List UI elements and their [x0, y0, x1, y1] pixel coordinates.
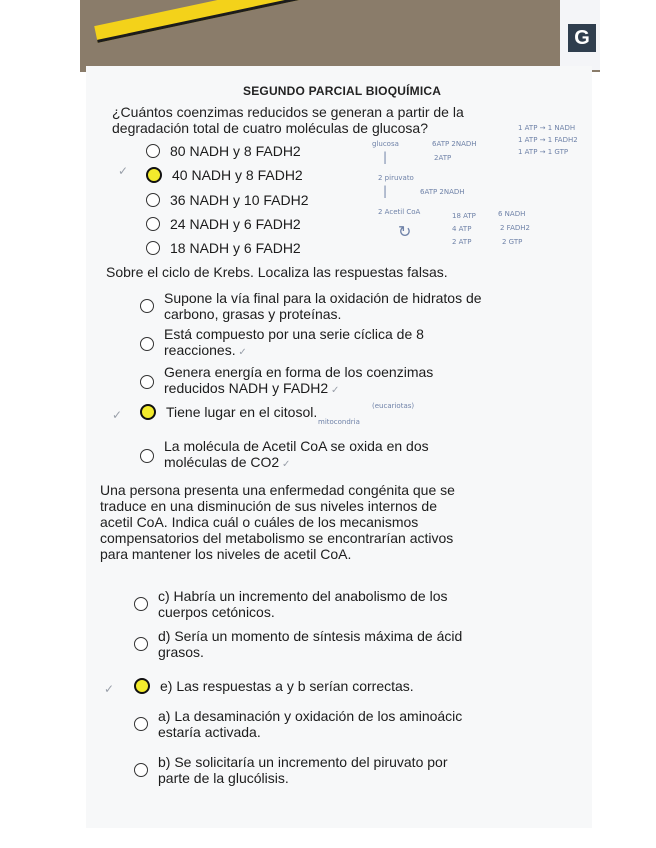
- check-mark-icon: ✓: [104, 682, 115, 696]
- handwritten-cycle: ↻: [398, 222, 412, 241]
- radio-button[interactable]: [134, 597, 148, 611]
- option-label: 36 NADH y 10 FADH2: [170, 192, 309, 208]
- q1-option-1[interactable]: [146, 143, 301, 159]
- option-label: Genera energía en forma de los coenzimas reducidos NADH y FADH2 ✓: [164, 364, 434, 396]
- question-3-line: Una persona presenta una enfermedad congénita que se: [100, 482, 455, 498]
- radio-button-selected[interactable]: [134, 678, 150, 694]
- exam-title: SEGUNDO PARCIAL BIOQUÍMICA: [243, 84, 442, 98]
- option-label: 80 NADH y 8 FADH2: [170, 143, 301, 159]
- handwritten-note: 1 ATP → 1 NADH: [518, 124, 576, 132]
- radio-button[interactable]: [146, 193, 160, 207]
- option-label: d) Sería un momento de síntesis máxima de ácid grasos.: [158, 628, 463, 660]
- radio-button[interactable]: [140, 299, 154, 313]
- option-label: 18 NADH y 6 FADH2: [170, 240, 301, 256]
- check-mark-icon: ✓: [112, 408, 123, 422]
- q1-option-4[interactable]: [146, 216, 301, 232]
- radio-button[interactable]: [146, 144, 160, 158]
- option-label: La molécula de Acetil CoA se oxida en dos moléculas de CO2 ✓: [164, 438, 429, 470]
- q3-option-c[interactable]: [134, 588, 448, 620]
- handwritten-note: 18 ATP: [452, 212, 476, 220]
- option-label: Está compuesto por una serie cíclica de 8 reacciones. ✓: [164, 326, 424, 358]
- radio-button[interactable]: [134, 763, 148, 777]
- q1-option-3[interactable]: [146, 192, 309, 208]
- q1-option-5[interactable]: [146, 240, 301, 256]
- q3-option-e[interactable]: [134, 678, 414, 694]
- handwritten-arrow: |: [383, 150, 388, 164]
- handwritten-note: 2 FADH2: [500, 224, 530, 232]
- q3-option-d[interactable]: [134, 628, 462, 660]
- option-label: b) Se solicitaría un incremento del piruvato por parte de la glucólisis.: [158, 754, 448, 786]
- q3-option-b[interactable]: [134, 754, 447, 786]
- desk-background: [80, 0, 600, 72]
- question-1-line-2: degradación total de cuatro moléculas de glucosa?: [112, 120, 428, 136]
- check-mark-icon: ✓: [118, 164, 129, 178]
- question-3-prompt: [100, 482, 455, 562]
- handwritten-note: 2 GTP: [502, 238, 523, 246]
- q3-option-a[interactable]: [134, 708, 462, 740]
- question-1-prompt: [112, 104, 464, 136]
- question-3-line: compensatorios del metabolismo se encontrarían activos: [100, 530, 454, 546]
- radio-button[interactable]: [140, 375, 154, 389]
- handwritten-note: 6 NADH: [498, 210, 526, 218]
- question-1-line-1: ¿Cuántos coenzimas reducidos se generan a partir de la: [112, 104, 464, 120]
- option-label: Supone la vía final para la oxidación de hidratos de carbono, grasas y proteínas.: [164, 290, 482, 322]
- option-label: a) La desaminación y oxidación de los aminoácic estaría activada.: [158, 708, 463, 740]
- q2-option-2[interactable]: [140, 326, 424, 361]
- option-label: c) Habría un incremento del anabolismo de los cuerpos cetónicos.: [158, 588, 448, 620]
- radio-button[interactable]: [134, 637, 148, 651]
- question-3-line: acetil CoA. Indica cuál o cuáles de los mecanismos: [100, 514, 419, 530]
- option-label: 40 NADH y 8 FADH2: [172, 167, 303, 183]
- question-3-line: traduce en una disminución de sus niveles internos de: [100, 498, 437, 514]
- question-3-line: para mantener los niveles de acetil CoA.: [100, 546, 352, 562]
- handwritten-note: 2 ATP: [452, 238, 472, 246]
- q2-option-4[interactable]: [140, 404, 317, 420]
- option-label: 24 NADH y 6 FADH2: [170, 216, 301, 232]
- q2-option-3[interactable]: [140, 364, 433, 399]
- radio-button-selected[interactable]: [140, 404, 156, 420]
- option-label: Tiene lugar en el citosol.: [166, 404, 318, 420]
- handwritten-arrow: |: [383, 184, 388, 198]
- handwritten-note: mitocondria: [318, 418, 360, 426]
- handwritten-note: 6ATP 2NADH: [420, 188, 465, 196]
- radio-button-selected[interactable]: [146, 167, 162, 183]
- handwritten-note: 4 ATP: [452, 225, 472, 233]
- handwritten-note: glucosa: [372, 140, 399, 148]
- q2-option-5[interactable]: [140, 438, 429, 473]
- handwritten-note: (eucariotas): [372, 402, 415, 410]
- handwritten-note: 2 Acetil CoA: [378, 208, 421, 216]
- question-2-prompt: Sobre el ciclo de Krebs. Localiza las respuestas falsas.: [106, 264, 448, 280]
- q1-option-2[interactable]: [146, 167, 303, 183]
- handwritten-note: 2ATP: [434, 154, 452, 162]
- radio-button[interactable]: [146, 217, 160, 231]
- header-tab-letter: G: [568, 24, 596, 52]
- handwritten-note: 1 ATP → 1 GTP: [518, 148, 569, 156]
- option-label: e) Las respuestas a y b serían correctas.: [160, 678, 414, 694]
- radio-button[interactable]: [140, 337, 154, 351]
- radio-button[interactable]: [146, 241, 160, 255]
- q2-option-1[interactable]: [140, 290, 482, 322]
- handwritten-note: 6ATP 2NADH: [432, 140, 477, 148]
- radio-button[interactable]: [134, 717, 148, 731]
- handwritten-note: 2 piruvato: [378, 174, 414, 182]
- handwritten-note: 1 ATP → 1 FADH2: [518, 136, 578, 144]
- radio-button[interactable]: [140, 449, 154, 463]
